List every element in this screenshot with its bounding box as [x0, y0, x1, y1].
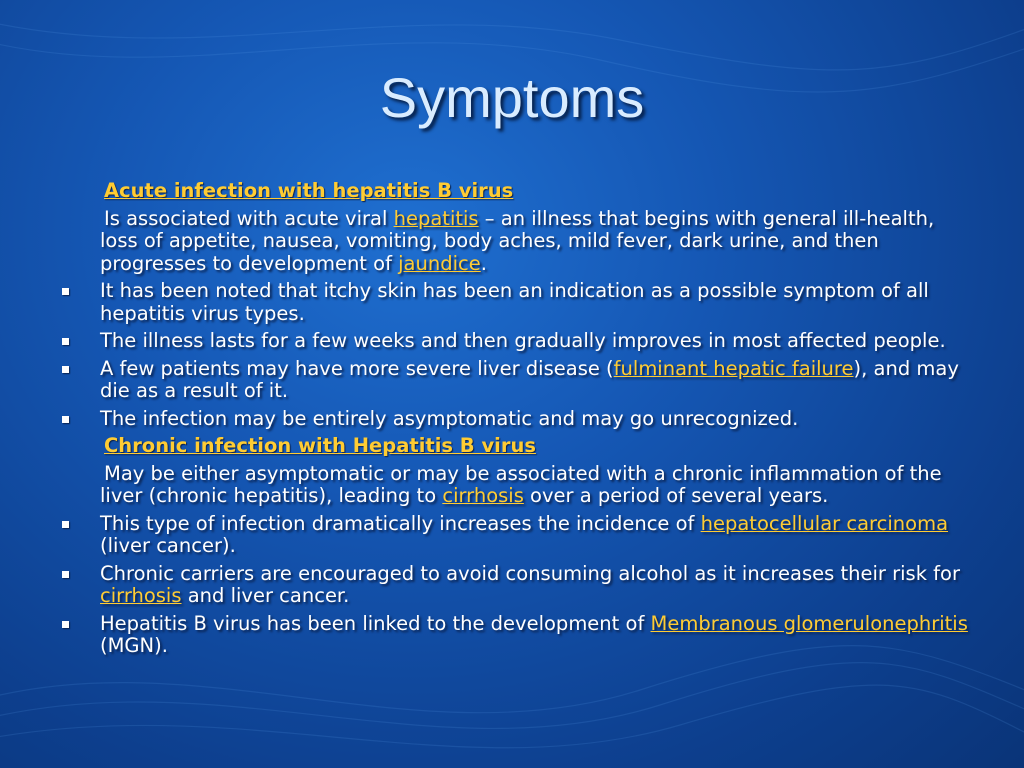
hepatocellular-carcinoma-link[interactable]: hepatocellular carcinoma	[700, 511, 949, 535]
bullet-text: and liver cancer.	[181, 584, 350, 607]
bullet-item	[60, 358, 970, 403]
bullet-text: (MGN).	[100, 634, 168, 657]
bullet-text: It has been noted that itchy skin has been an indication as a possible symptom of all hepatitis virus types.	[100, 279, 929, 325]
bullet-item	[60, 408, 970, 431]
bullet-item	[60, 280, 970, 325]
chronic-desc-text-1: May be either asymptomatic or may be associated with a chronic inflammation of the liver (chronic hepatitis), leading to	[100, 461, 942, 507]
acute-desc-text-3: .	[480, 251, 487, 275]
square-bullet-icon	[62, 416, 69, 423]
chronic-description	[60, 463, 970, 508]
square-bullet-icon	[62, 288, 69, 295]
bullet-text: This type of infection dramatically increases the incidence of	[100, 511, 701, 535]
square-bullet-icon	[62, 366, 69, 373]
square-bullet-icon	[62, 521, 69, 528]
bullet-item	[60, 563, 970, 608]
square-bullet-icon	[62, 338, 69, 345]
square-bullet-icon	[62, 621, 69, 628]
bullet-item	[60, 613, 970, 658]
square-bullet-icon	[62, 571, 69, 578]
cirrhosis-link[interactable]: cirrhosis	[100, 584, 182, 607]
chronic-desc-text-2: over a period of several years.	[523, 484, 829, 507]
bullet-text: Hepatitis B virus has been linked to the development of	[100, 611, 651, 635]
hepatitis-link[interactable]: hepatitis	[393, 206, 479, 230]
acute-description	[60, 208, 970, 276]
acute-desc-text-2: – an illness that begins with general ill-health, loss of appetite, nausea, vomiting, body aches, mild fever, dark urine, and then progresses to development of	[100, 206, 935, 275]
bullet-text: ), and may die as a result of it.	[100, 356, 959, 402]
slide-content	[60, 180, 970, 663]
bullet-item	[60, 330, 970, 353]
acute-desc-text-1: Is associated with acute viral	[104, 206, 394, 230]
chronic-heading	[60, 435, 970, 458]
fulminant-hepatic-failure-link[interactable]: fulminant hepatic failure	[613, 356, 854, 380]
acute-heading-link[interactable]: Acute infection with hepatitis B virus	[104, 179, 514, 202]
bullet-text: A few patients may have more severe liver disease (	[100, 356, 614, 380]
bullet-text: Chronic carriers are encouraged to avoid consuming alcohol as it increases their risk for	[100, 561, 960, 585]
acute-heading	[60, 180, 970, 203]
membranous-glomerulonephritis-link[interactable]: Membranous glomerulonephritis	[650, 611, 968, 635]
bullet-text: The illness lasts for a few weeks and then gradually improves in most affected people.	[100, 329, 946, 352]
bullet-text: The infection may be entirely asymptomatic and may go unrecognized.	[100, 406, 799, 430]
bullet-item	[60, 513, 970, 558]
slide-title: Symptoms	[379, 66, 645, 129]
chronic-heading-link[interactable]: Chronic infection with Hepatitis B virus	[104, 434, 536, 457]
cirrhosis-link[interactable]: cirrhosis	[442, 484, 524, 507]
jaundice-link[interactable]: jaundice	[398, 251, 481, 275]
bullet-text: (liver cancer).	[100, 534, 236, 557]
